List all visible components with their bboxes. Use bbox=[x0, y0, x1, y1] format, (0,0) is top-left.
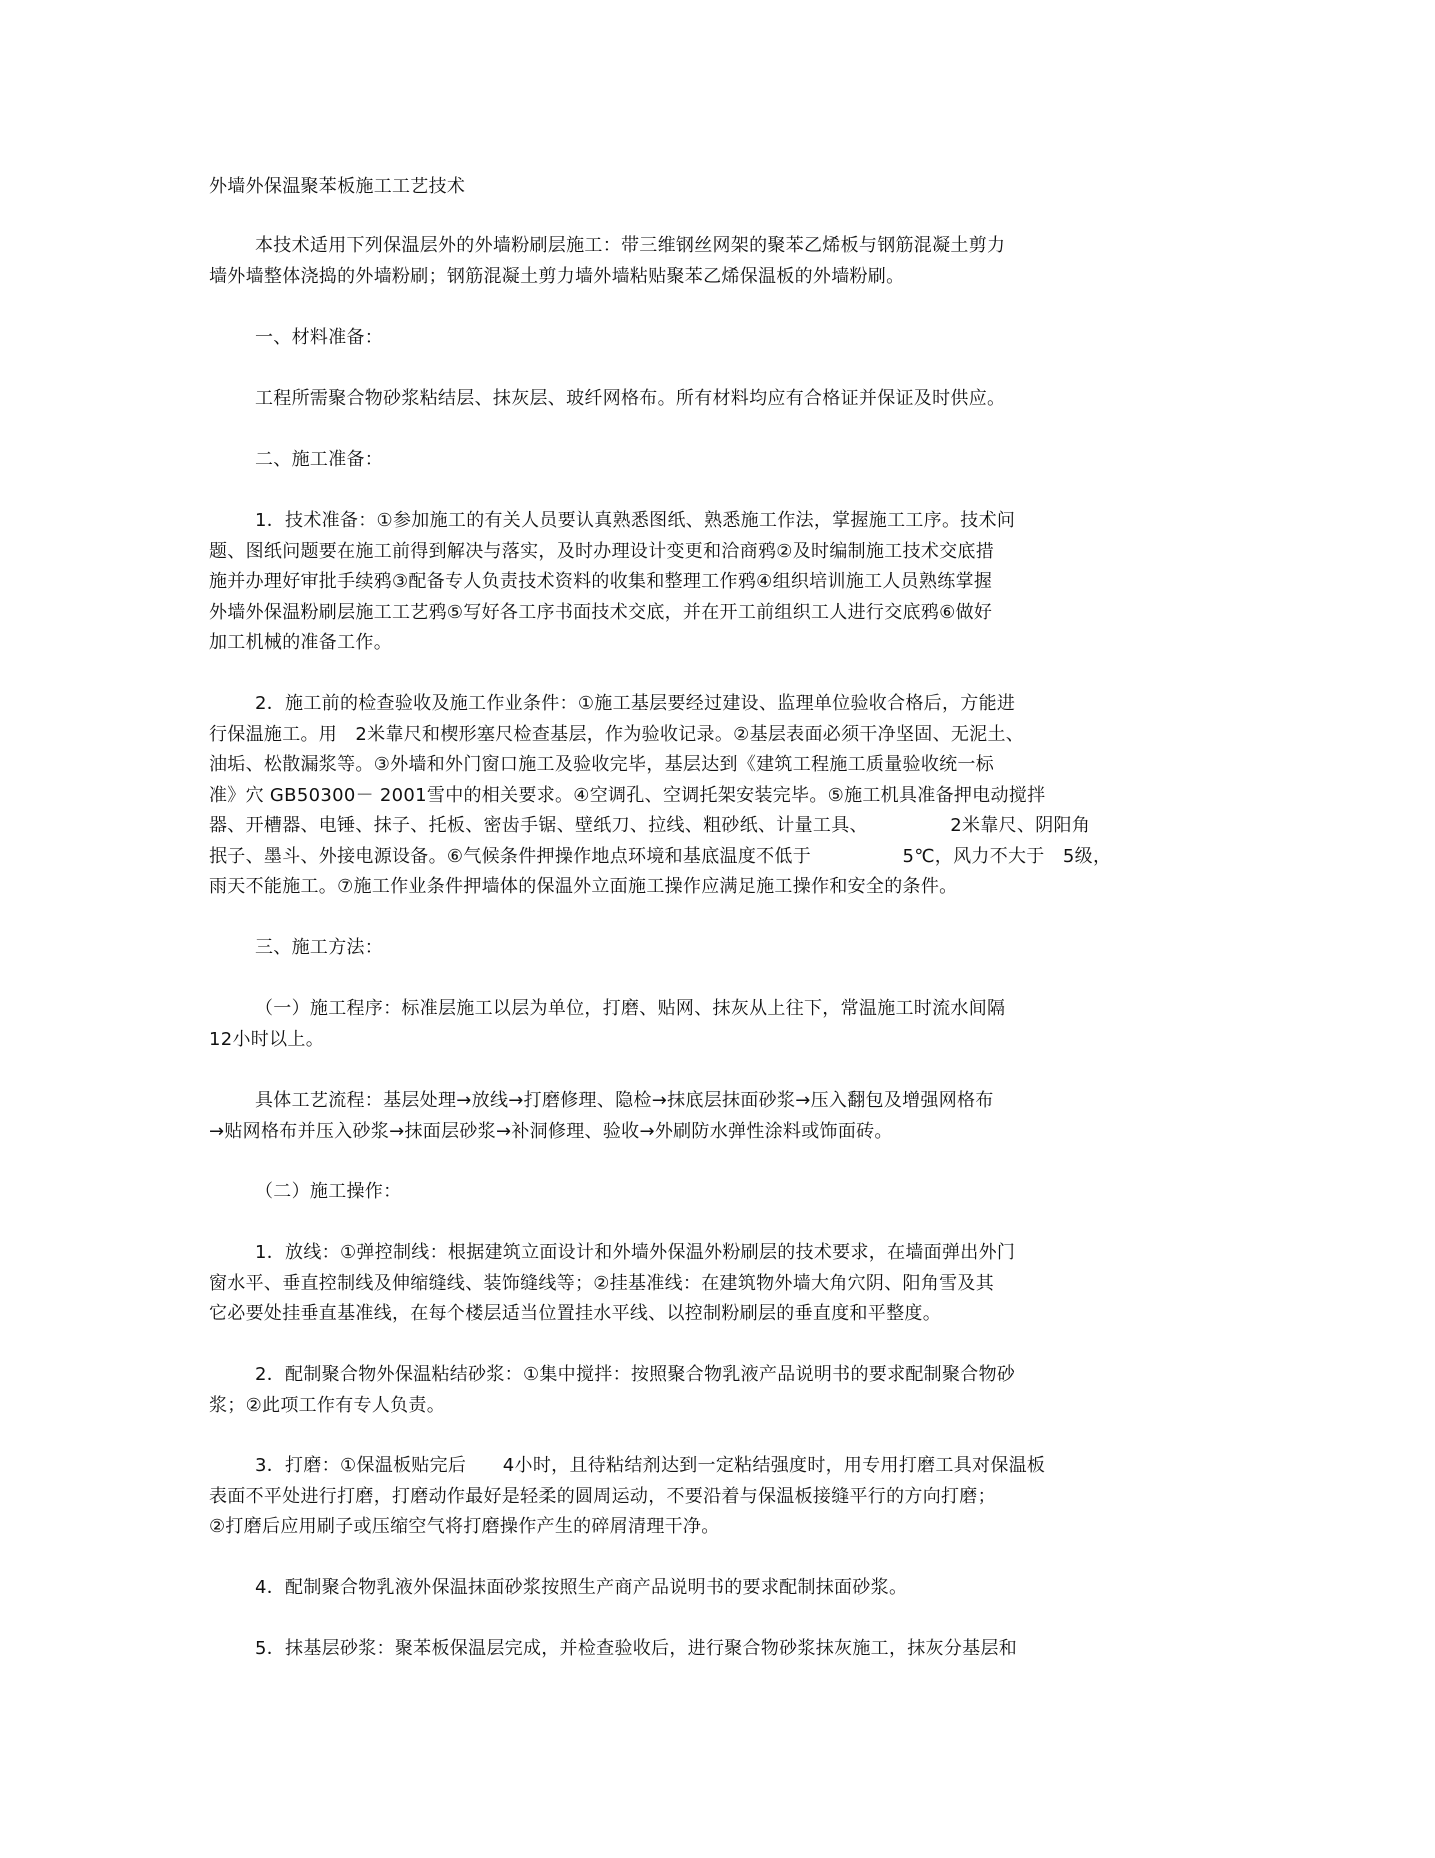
text-line: 油垢、松散漏浆等。③外墙和外门窗口施工及验收完毕，基层达到《建筑工程施工质量验收统一标 bbox=[209, 754, 995, 775]
text-line: （一）施工程序：标准层施工以层为单位，打磨、贴网、抹灰从上往下，常温施工时流水间隔 bbox=[255, 998, 1006, 1019]
text-line: 墙外墙整体浇捣的外墙粉刷；钢筋混凝土剪力墙外墙粘贴聚苯乙烯保温板的外墙粉刷。 bbox=[209, 265, 905, 287]
text-line: ②打磨后应用刷子或压缩空气将打磨操作产生的碎屑清理干净。 bbox=[209, 1516, 720, 1537]
text-line: 准》穴 GB50300－ 2001雪中的相关要求。④空调孔、空调托架安装完毕。⑤施工机具准备押电动搅拌 bbox=[209, 784, 1046, 806]
text-line: 4．配制聚合物乳液外保温抹面砂浆按照生产商产品说明书的要求配制抹面砂浆。 bbox=[255, 1577, 908, 1598]
section-heading-methods bbox=[209, 933, 383, 964]
text-line: 1．放线：①弹控制线：根据建筑立面设计和外墙外保温外粉刷层的技术要求，在墙面弹出外门 bbox=[255, 1242, 1016, 1263]
document-title: 外墙外保温聚苯板施工工艺技术 bbox=[209, 176, 466, 197]
text-line: 窗水平、垂直控制线及伸缩缝线、装饰缝线等；②挂基准线：在建筑物外墙大角穴阴、阳角雪及其 bbox=[209, 1272, 995, 1294]
text-line: 一、材料准备： bbox=[255, 327, 384, 348]
text-line: 工程所需聚合物砂浆粘结层、抹灰层、玻纤网格布。所有材料均应有合格证并保证及时供应。 bbox=[255, 388, 1006, 409]
paragraph-layout bbox=[209, 1238, 1015, 1330]
text-line: 2．配制聚合物外保温粘结砂浆：①集中搅拌：按照聚合物乳液产品说明书的要求配制聚合物砂 bbox=[255, 1364, 1016, 1385]
text-line: 它必要处挂垂直基准线，在每个楼层适当位置挂水平线、以控制粉刷层的垂直度和平整度。 bbox=[209, 1303, 941, 1324]
text-line: 行保温施工。用 2米靠尺和楔形塞尺检查基层，作为验收记录。②基层表面必须干净坚固、无泥土、 bbox=[209, 723, 1025, 745]
text-line: 表面不平处进行打磨，打磨动作最好是轻柔的圆周运动，不要沿着与保温板接缝平行的方向打磨； bbox=[209, 1485, 996, 1507]
text-line: 外墙外保温粉刷层施工工艺鸦⑤写好各工序书面技术交底，并在开工前组织工人进行交底鸦⑥做好 bbox=[209, 601, 993, 623]
paragraph-base-coat bbox=[209, 1634, 1017, 1665]
text-line: 2．施工前的检查验收及施工作业条件：①施工基层要经过建设、监理单位验收合格后，方能进 bbox=[255, 693, 1016, 714]
text-line: 抿子、墨斗、外接电源设备。⑥气候条件押操作地点环境和基底温度不低于 5℃，风力不大于 5级， bbox=[209, 845, 1112, 867]
paragraph-inspection bbox=[209, 689, 1111, 903]
section-heading-operations bbox=[209, 1177, 401, 1208]
text-line: 5．抹基层砂浆：聚苯板保温层完成，并检查验收后，进行聚合物砂浆抹灰施工，抹灰分基层和 bbox=[255, 1638, 1018, 1659]
text-line: 加工机械的准备工作。 bbox=[209, 632, 392, 653]
paragraph-sanding bbox=[209, 1451, 1045, 1543]
text-line: 雨天不能施工。⑦施工作业条件押墙体的保温外立面施工操作应满足施工操作和安全的条件。 bbox=[209, 876, 958, 897]
text-line: 3．打磨：①保温板贴完后 4小时，且待粘结剂达到一定粘结强度时，用专用打磨工具对保温板 bbox=[255, 1455, 1046, 1476]
text-line: 器、开槽器、电锤、抹子、托板、密齿手锯、壁纸刀、拉线、粗砂纸、计量工具、 2米靠尺、阴阳角 bbox=[209, 815, 1091, 836]
paragraph-tech-prep bbox=[209, 506, 1015, 659]
text-line: 1．技术准备：①参加施工的有关人员要认真熟悉图纸、熟悉施工作法，掌握施工工序。技术问 bbox=[255, 510, 1016, 531]
text-line: 浆；②此项工作有专人负责。 bbox=[209, 1394, 446, 1416]
text-line: 三、施工方法： bbox=[255, 937, 384, 958]
paragraph-materials bbox=[209, 384, 1005, 415]
section-heading-materials bbox=[209, 323, 383, 354]
paragraph-finish-mortar bbox=[209, 1573, 907, 1604]
text-line: 本技术适用下列保温层外的外墙粉刷层施工：带三维钢丝网架的聚苯乙烯板与钢筋混凝土剪力 bbox=[255, 235, 1006, 256]
text-line: 二、施工准备： bbox=[255, 449, 384, 470]
section-heading-preparation bbox=[209, 445, 383, 476]
text-line: 施并办理好审批手续鸦③配备专人负责技术资料的收集和整理工作鸦④组织培训施工人员熟练掌握 bbox=[209, 571, 993, 592]
paragraph-mortar bbox=[209, 1360, 1015, 1421]
text-line: （二）施工操作： bbox=[255, 1181, 402, 1202]
text-line: 题、图纸问题要在施工前得到解决与落实，及时办理设计变更和洽商鸦②及时编制施工技术交底措 bbox=[209, 540, 995, 562]
paragraph-procedure bbox=[209, 994, 1005, 1055]
paragraph-intro bbox=[209, 231, 1005, 292]
text-line: →贴网格布并压入砂浆→抹面层砂浆→补洞修理、验收→外刷防水弹性涂料或饰面砖。 bbox=[209, 1120, 893, 1142]
text-line: 具体工艺流程：基层处理→放线→打磨修理、隐检→抹底层抹面砂浆→压入翻包及增强网格布 bbox=[255, 1090, 994, 1111]
text-line: 12小时以上。 bbox=[209, 1028, 325, 1050]
paragraph-workflow bbox=[209, 1086, 994, 1147]
